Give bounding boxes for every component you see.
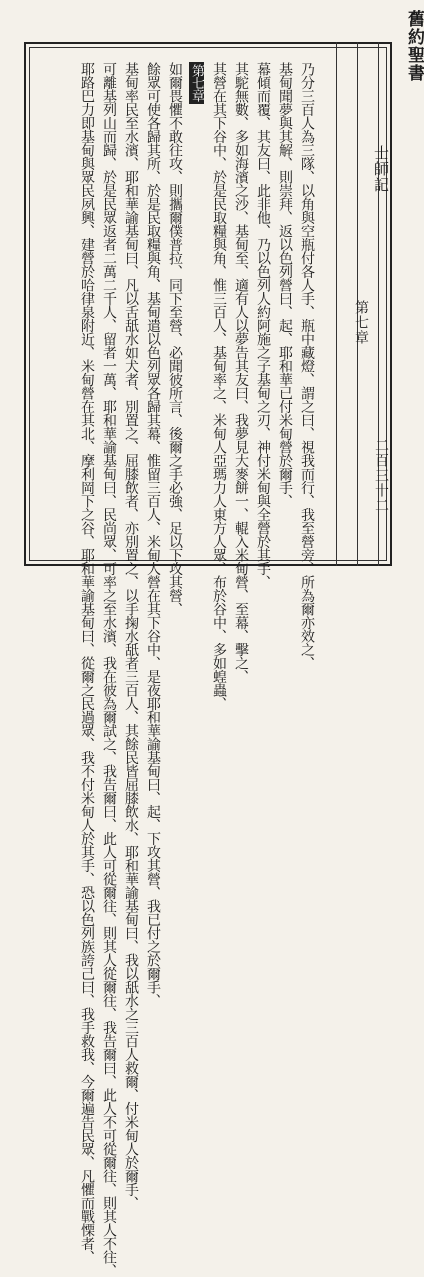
chapter-label: 第七章 bbox=[353, 300, 369, 345]
text-column: 乃分三百人為三隊、以角與空瓶付各人手、瓶中藏燈、謂之曰、視我而行、我至營旁、所為爾亦效之、 bbox=[299, 62, 315, 670]
text-column: 基甸率民至水濱、耶和華諭基甸曰、凡以舌舐水如犬者、別置之、屈膝飲者、亦別置之、以手掬水舐者三百人、其餘民皆屈膝飲水、耶和華諭基甸曰、我以舐水之三百人救爾、付米甸人於爾手、 bbox=[123, 62, 139, 1210]
text-column: 可離基列山而歸、於是民眾返者二萬二千人、留者一萬、耶和華諭基甸曰、民尚眾、可率之至水濱、我在彼為爾試之、我告爾曰、此人可從爾往、則其人從爾往、我告爾曰、此人不可從爾往、則其人不往、 bbox=[101, 62, 117, 1277]
text-column: 餘眾可使各歸其所、於是民取糧與角、基甸遣以色列眾各歸其幕、惟留三百人、米甸人營在其下谷中、是夜耶和華諭基甸曰、起、下攻其營、我已付之於爾手、 bbox=[145, 62, 161, 1007]
book-title: 舊約聖書 bbox=[404, 10, 424, 82]
text-column: 耶路巴力即基甸與眾民夙興、建營於哈律泉附近、米甸營在其北、摩利岡下之谷、耶和華諭基甸曰、從爾之民過眾、我不付米甸人於其手、恐以色列族誇己曰、我手救我、今爾遍告民眾、凡懼而戰慄者、 bbox=[79, 62, 95, 1264]
text-column: 基甸聞夢與其解、則崇拜、返以色列營曰、起、耶和華已付米甸營於爾手、 bbox=[277, 62, 293, 508]
page-number: 二百三十二 bbox=[373, 438, 389, 513]
text-column: 如爾畏懼不敢往攻、則攜爾僕普拉、同下至營、必聞彼所言、後爾之手必強、足以下攻其營、 bbox=[167, 62, 183, 616]
book-name: 士師記 bbox=[372, 145, 390, 193]
text-column: 幕傾而覆、其友曰、此非他、乃以色列人約阿施之子基甸之刃、神付米甸與全營於其手、 bbox=[255, 62, 271, 589]
chapter-marker: 第七章 bbox=[189, 64, 204, 102]
divider bbox=[336, 42, 337, 566]
text-column: 其駝無數、多如海濱之沙、基甸至、適有人以夢告其友曰、我夢見大麥餅一、輥入米甸營、至幕、擊之、 bbox=[233, 62, 249, 683]
text-column: 其營在其下谷中、於是民取糧與角、惟三百人、基甸率之、米甸人亞瑪力人東方人眾、布於谷中、多如蝗蟲、 bbox=[211, 62, 227, 710]
